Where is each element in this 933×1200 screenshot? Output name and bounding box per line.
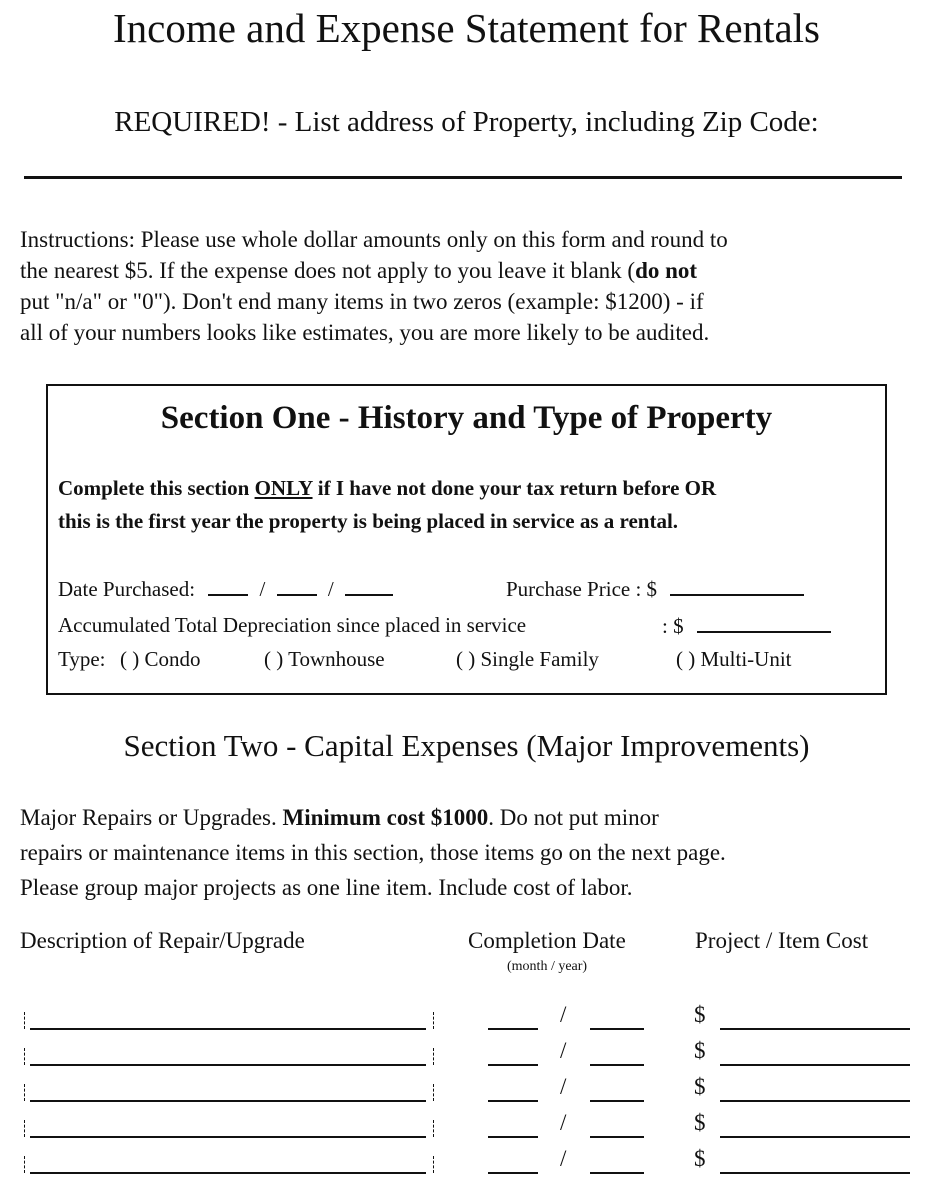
section-two-text: Major Repairs or Upgrades. <box>20 805 283 830</box>
completion-month-field[interactable] <box>488 1028 538 1030</box>
completion-year-field[interactable] <box>590 1064 644 1066</box>
note-emphasis: ONLY <box>254 476 313 500</box>
cost-field[interactable] <box>720 1100 910 1102</box>
completion-month-field[interactable] <box>488 1100 538 1102</box>
description-field[interactable] <box>30 1136 426 1138</box>
completion-slash: / <box>560 1002 567 1027</box>
completion-slash: / <box>560 1110 567 1135</box>
cost-dollar-sign: $ <box>694 1146 706 1171</box>
row-left-tick <box>24 1048 25 1065</box>
row-right-tick <box>433 1156 434 1173</box>
completion-month-field[interactable] <box>488 1136 538 1138</box>
section-two-title: Section Two - Capital Expenses (Major Improvements) <box>123 728 810 763</box>
column-date-header: Completion Date <box>468 928 626 953</box>
row-left-tick <box>24 1156 25 1173</box>
column-date-subheader: (month / year) <box>507 959 588 974</box>
row-left-tick <box>24 1012 25 1029</box>
cost-field[interactable] <box>720 1028 910 1030</box>
instructions <box>20 224 728 348</box>
purchase-price-row <box>506 576 804 602</box>
column-cost-header: Project / Item Cost <box>695 928 869 953</box>
section-two-line-1 <box>20 800 726 835</box>
completion-year-field[interactable] <box>590 1172 644 1174</box>
row-right-tick <box>433 1120 434 1137</box>
address-prompt: REQUIRED! - List address of Property, including Zip Code: <box>114 106 819 138</box>
instructions-line-2 <box>20 255 728 286</box>
date-slash: / <box>259 577 266 601</box>
row-right-tick <box>433 1012 434 1029</box>
purchase-price-label: Purchase Price : $ <box>506 577 658 601</box>
completion-slash: / <box>560 1074 567 1099</box>
description-field[interactable] <box>30 1064 426 1066</box>
instructions-line-1: Instructions: Please use whole dollar amounts only on this form and round to <box>20 227 728 252</box>
completion-month-field[interactable] <box>488 1172 538 1174</box>
date-year-field[interactable] <box>345 576 393 596</box>
completion-month-field[interactable] <box>488 1064 538 1066</box>
completion-slash: / <box>560 1146 567 1171</box>
row-right-tick <box>433 1084 434 1101</box>
type-multi-unit-option[interactable]: ( ) Multi-Unit <box>676 647 792 671</box>
row-left-tick <box>24 1084 25 1101</box>
section-two-text: . Do not put minor <box>488 805 659 830</box>
cost-field[interactable] <box>720 1064 910 1066</box>
description-field[interactable] <box>30 1100 426 1102</box>
completion-slash: / <box>560 1038 567 1063</box>
section-one-note <box>58 472 716 538</box>
section-two-line-3: Please group major projects as one line item. Include cost of labor. <box>20 875 633 900</box>
completion-year-field[interactable] <box>590 1028 644 1030</box>
instructions-line-4: all of your numbers looks like estimates, you are more likely to be audited. <box>20 320 710 345</box>
cost-field[interactable] <box>720 1172 910 1174</box>
section-one-title: Section One - History and Type of Property <box>160 400 773 436</box>
cost-dollar-sign: $ <box>694 1110 706 1135</box>
page-title: Income and Expense Statement for Rentals <box>112 5 821 51</box>
instructions-emphasis: do not <box>635 258 698 283</box>
section-two-line-2: repairs or maintenance items in this section, those items go on the next page. <box>20 840 726 865</box>
description-field[interactable] <box>30 1172 426 1174</box>
row-right-tick <box>433 1048 434 1065</box>
date-slash: / <box>327 577 334 601</box>
depreciation-dollar: : $ <box>662 614 684 638</box>
completion-year-field[interactable] <box>590 1136 644 1138</box>
instructions-text: the nearest $5. If the expense does not apply to you leave it blank ( <box>20 258 636 283</box>
note-text: Complete this section <box>58 476 255 500</box>
depreciation-row <box>662 613 831 639</box>
type-single-family-option[interactable]: ( ) Single Family <box>456 647 599 671</box>
date-day-field[interactable] <box>277 576 317 596</box>
type-label: Type: <box>58 647 106 671</box>
note-text: if I have not done your tax return before OR <box>312 476 717 500</box>
cost-dollar-sign: $ <box>694 1002 706 1027</box>
date-purchased-row <box>58 576 393 602</box>
section-one-note-line-2: this is the first year the property is being placed in service as a rental. <box>58 509 679 533</box>
purchase-price-field[interactable] <box>670 576 804 596</box>
completion-year-field[interactable] <box>590 1100 644 1102</box>
section-two-instructions <box>20 800 726 905</box>
section-one-note-line-1 <box>58 472 716 505</box>
date-purchased-label: Date Purchased: <box>58 577 196 601</box>
type-condo-option[interactable]: ( ) Condo <box>120 647 201 671</box>
cost-dollar-sign: $ <box>694 1074 706 1099</box>
instructions-line-3: put "n/a" or "0"). Don't end many items in two zeros (example: $1200) - if <box>20 289 704 314</box>
depreciation-field[interactable] <box>697 613 831 633</box>
address-field[interactable] <box>24 176 902 179</box>
cost-dollar-sign: $ <box>694 1038 706 1063</box>
cost-field[interactable] <box>720 1136 910 1138</box>
section-two-emphasis: Minimum cost $1000 <box>282 805 489 830</box>
depreciation-label: Accumulated Total Depreciation since placed in service <box>58 613 527 637</box>
description-field[interactable] <box>30 1028 426 1030</box>
date-month-field[interactable] <box>208 576 248 596</box>
column-description-header: Description of Repair/Upgrade <box>20 928 305 953</box>
row-left-tick <box>24 1120 25 1137</box>
type-townhouse-option[interactable]: ( ) Townhouse <box>264 647 385 671</box>
